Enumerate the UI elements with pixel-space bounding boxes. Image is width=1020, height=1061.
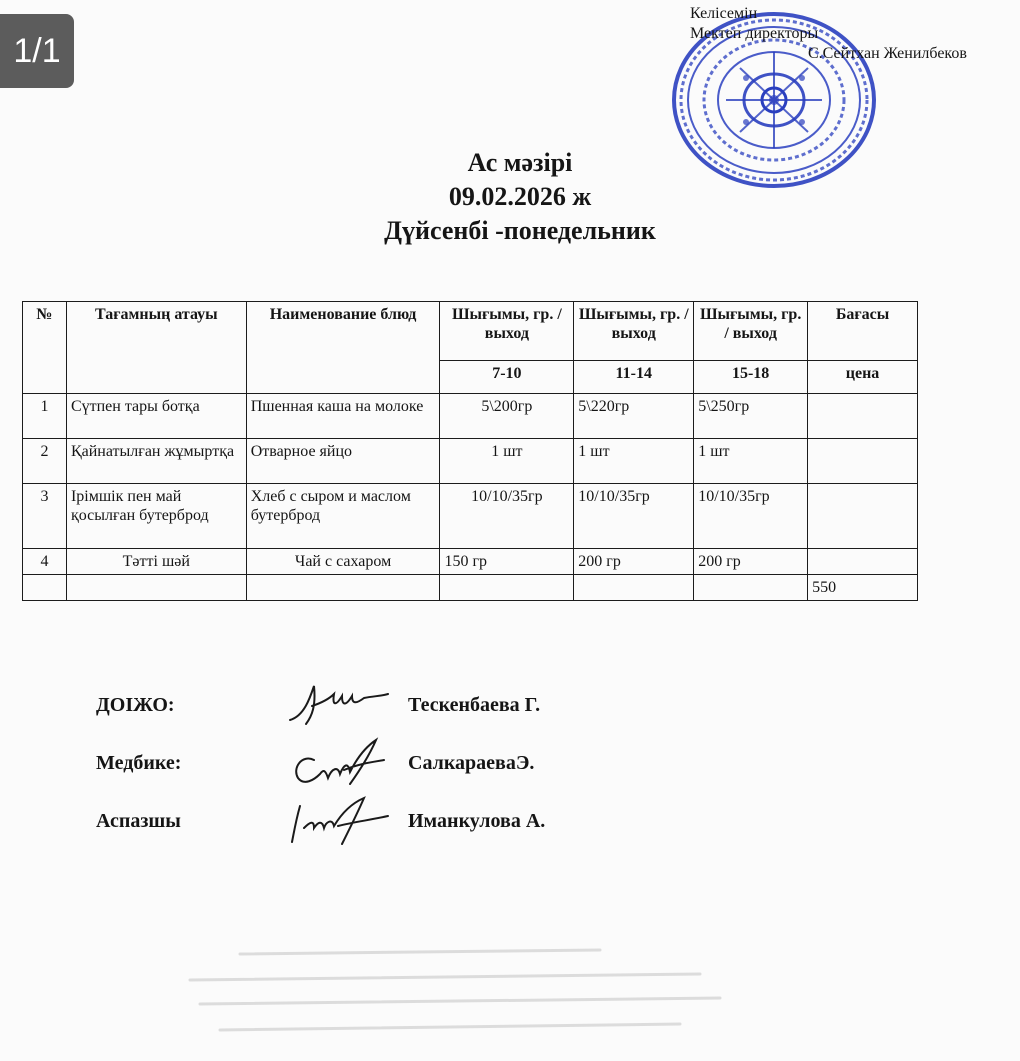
- row-dish-kz: Қайнатылған жұмыртқа: [66, 439, 246, 484]
- approval-line-2: Мектеп директоры: [690, 25, 819, 42]
- row-price: [808, 394, 918, 439]
- row-num: 1: [23, 394, 67, 439]
- row-price: [808, 549, 918, 575]
- header-yield-3: Шығымы, гр. / выход: [694, 302, 808, 361]
- approval-block: [690, 4, 967, 64]
- page-counter: 1/1: [0, 14, 74, 88]
- table-row: [23, 484, 918, 549]
- menu-day: Дүйсенбі -понедельник: [384, 216, 656, 245]
- total-empty-cell: [574, 575, 694, 601]
- approval-line-3: С.Сейтхан Женилбеков: [808, 45, 967, 62]
- header-num: №: [23, 302, 67, 394]
- handwritten-signature: [284, 792, 394, 848]
- row-yield-2: 10/10/35гр: [574, 484, 694, 549]
- total-empty-cell: [694, 575, 808, 601]
- row-yield-1: 10/10/35гр: [440, 484, 574, 549]
- header-yield-2: Шығымы, гр. / выход: [574, 302, 694, 361]
- header-age-2: 11-14: [574, 361, 694, 394]
- row-yield-2: 1 шт: [574, 439, 694, 484]
- signature-row: [96, 806, 656, 864]
- header-name-ru: Наименование блюд: [246, 302, 440, 394]
- row-dish-kz: Ірімшік пен май қосылған бутерброд: [66, 484, 246, 549]
- table-total-row: [23, 575, 918, 601]
- header-yield-1: Шығымы, гр. / выход: [440, 302, 574, 361]
- total-price: 550: [808, 575, 918, 601]
- signature-role: ДОІЖО:: [96, 694, 175, 716]
- total-empty-cell: [246, 575, 440, 601]
- row-yield-3: 10/10/35гр: [694, 484, 808, 549]
- row-yield-2: 5\220гр: [574, 394, 694, 439]
- menu-date: 09.02.2026 ж: [448, 182, 592, 211]
- total-empty-cell: [23, 575, 67, 601]
- row-dish-kz: Тәтті шәй: [66, 549, 246, 575]
- row-yield-1: 5\200гр: [440, 394, 574, 439]
- header-age-3: 15-18: [694, 361, 808, 394]
- signature-role: Медбике:: [96, 752, 182, 774]
- table-row: [23, 549, 918, 575]
- row-yield-1: 1 шт: [440, 439, 574, 484]
- menu-table: [22, 301, 918, 601]
- bleed-through-text: [180, 940, 740, 1050]
- total-empty-cell: [440, 575, 574, 601]
- row-dish-ru: Отварное яйцо: [246, 439, 440, 484]
- signature-name: Тескенбаева Г.: [408, 694, 541, 716]
- approval-line-1: Келісемін: [690, 5, 758, 22]
- table-row: [23, 439, 918, 484]
- signature-block: [96, 690, 656, 864]
- row-dish-ru: Хлеб с сыром и маслом бутерброд: [246, 484, 440, 549]
- handwritten-signature: [284, 676, 394, 732]
- row-yield-3: 200 гр: [694, 549, 808, 575]
- row-num: 3: [23, 484, 67, 549]
- row-yield-1: 150 гр: [440, 549, 574, 575]
- menu-title: Ас мәзірі: [467, 148, 573, 177]
- row-price: [808, 484, 918, 549]
- signature-role: Аспазшы: [96, 810, 181, 832]
- row-yield-3: 5\250гр: [694, 394, 808, 439]
- table-row: [23, 394, 918, 439]
- row-yield-3: 1 шт: [694, 439, 808, 484]
- row-num: 2: [23, 439, 67, 484]
- header-price-kz: Бағасы: [808, 302, 918, 361]
- row-dish-kz: Сүтпен тары ботқа: [66, 394, 246, 439]
- header-age-1: 7-10: [440, 361, 574, 394]
- table-header-row: [23, 302, 918, 361]
- total-empty-cell: [66, 575, 246, 601]
- row-num: 4: [23, 549, 67, 575]
- header-name-kz: Тағамның атауы: [66, 302, 246, 394]
- signature-name: СалкараеваЭ.: [408, 752, 535, 774]
- row-dish-ru: Чай с сахаром: [246, 549, 440, 575]
- signature-name: Иманкулова А.: [408, 810, 546, 832]
- row-dish-ru: Пшенная каша на молоке: [246, 394, 440, 439]
- row-yield-2: 200 гр: [574, 549, 694, 575]
- header-price-ru: цена: [808, 361, 918, 394]
- handwritten-signature: [284, 734, 394, 790]
- row-price: [808, 439, 918, 484]
